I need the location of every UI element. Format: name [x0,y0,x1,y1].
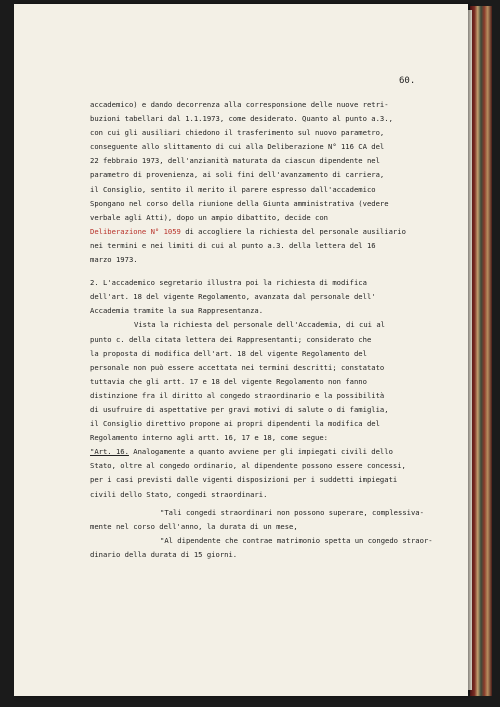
text-line: Accademia tramite la sua Rappresentanza. [90,306,264,316]
text-line: 22 febbraio 1973, dell'anzianità maturata da ciascun dipendente nel [90,156,380,166]
text-line: civili dello Stato, congedi straordinari. [90,489,268,499]
text-line: Vista la richiesta del personale dell'Accademia, di cui al [134,320,385,330]
text-line [90,445,420,459]
text-line [90,225,420,239]
text-line: "Tali congedi straordinari non possono superare, complessiva- [160,507,424,517]
text-line: dinario della durata di 15 giorni. [90,549,238,559]
text-fragment: di accogliere la richiesta del personale ausiliario [185,226,406,236]
text-line: conseguente allo slittamento di cui alla Deliberazione N° 116 CA del [90,142,385,152]
document-body [90,98,433,562]
text-line: personale non può essere accettata nei termini descritti; constatato [90,362,385,372]
text-line: verbale agli Atti), dopo un ampio dibattito, decide con [90,212,328,222]
text-line: nei termini e nei limiti di cui al punto a.3. della lettera del 16 [90,240,376,250]
text-line: mente nel corso dell'anno, la durata di un mese, [90,521,298,531]
text-line: marzo 1973. [90,255,138,265]
text-line: "Al dipendente che contrae matrimonio spetta un congedo straor- [160,535,433,545]
text-line: tuttavia che gli artt. 17 e 18 del vigente Regolamento non fanno [90,376,367,386]
text-fragment: Analogamente a quanto avviene per gli impiegati civili dello [133,447,393,457]
article-heading: "Art. 16. [90,447,129,457]
page-number: 60. [399,76,416,86]
text-line: Regolamento interno agli artt. 16, 17 e 18, come segue: [90,433,328,443]
text-line: accademico) e dando decorrenza alla corresponsione delle nuove retri- [90,100,389,109]
text-line: Spongano nel corso della riunione della Giunta amministrativa (vedere [90,198,389,208]
text-line: dell'art. 18 del vigente Regolamento, avanzata dal personale dell' [90,292,376,302]
text-line: 2. L'accademico segretario illustra poi la richiesta di modifica [90,278,367,288]
text-line: con cui gli ausiliari chiedono il trasferimento sul nuovo parametro, [90,128,385,138]
text-line: per i casi previsti dalle vigenti disposizioni per i suddetti impiegati [90,475,398,485]
text-line: la proposta di modifica dell'art. 18 del vigente Regolamento del [90,348,367,358]
text-line: il Consiglio direttivo propone ai propri dipendenti la modifica del [90,419,380,429]
deliberation-reference: Deliberazione N° 1059 [90,226,181,236]
book-edge [470,6,492,696]
text-line: di usufruire di aspettative per gravi motivi di salute o di famiglia, [90,404,389,414]
text-line: buzioni tabellari dal 1.1.1973, come desiderato. Quanto al punto a.3., [90,114,393,124]
text-line: parametro di provenienza, ai soli fini dell'avanzamento di carriera, [90,170,385,180]
text-line: Stato, oltre al congedo ordinario, al dipendente possono essere concessi, [90,461,406,471]
text-line: punto c. della citata lettera dei Rappresentanti; considerato che [90,334,372,344]
text-line: il Consiglio, sentito il merito il parere espresso dall'accademico [90,184,376,194]
text-line: distinzione fra il diritto al congedo straordinario e la possibilità [90,390,385,400]
